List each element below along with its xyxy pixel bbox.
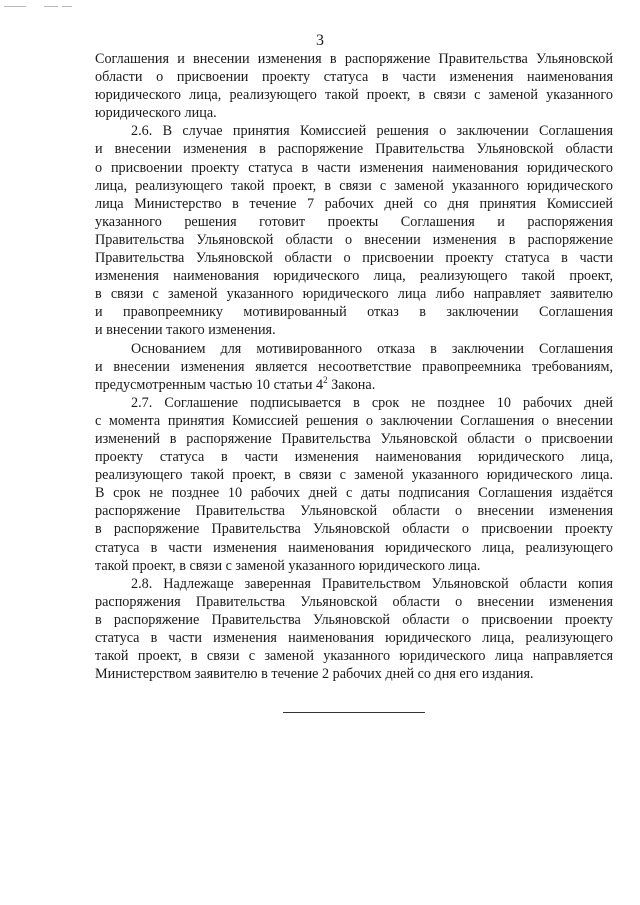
text-line <box>95 376 613 394</box>
text-line: распоряжение Правительства Ульяновской области о внесении изменения <box>95 503 613 520</box>
text-line: статуса в части изменения наименования юридического лица, реализующего <box>95 630 613 646</box>
text-line: изменений в распоряжение Правительства Ульяновской области о присвоении <box>95 430 613 447</box>
text-line: области о присвоении проекту статуса в части изменения наименования <box>95 69 613 86</box>
text-line: такой проект, в связи с заменой указанного юридического лица. <box>95 557 481 574</box>
text-line: Соглашения и внесении изменения в распоряжение Правительства Ульяновской <box>95 51 613 67</box>
text-line: и внесении изменения является несоответствие правопреемника требованиям, <box>95 358 613 375</box>
text-line: и внесении изменения в распоряжение Правительства Ульяновской области <box>95 141 613 158</box>
end-rule <box>283 712 425 713</box>
text-line: такой проект, в связи с заменой указанного юридического лица направляется <box>95 648 613 665</box>
paragraph-refusal-first-line: Основанием для мотивированного отказа в заключении Соглашения <box>131 340 613 357</box>
text-line: в распоряжение Правительства Ульяновской области о присвоении проекту <box>95 521 613 538</box>
text-line: о присвоении проекту статуса в части изменения наименования юридического <box>95 159 613 176</box>
paragraph-2-7-first-line: 2.7. Соглашение подписывается в срок не позднее 10 рабочих дней <box>131 394 613 411</box>
text-line: В срок не позднее 10 рабочих дней с даты подписания Соглашения издаётся <box>95 485 613 502</box>
scan-artifact <box>4 6 26 7</box>
text-line: указанного решения готовит проекты Соглашения и распоряжения <box>95 213 613 230</box>
text-line: реализующего такой проект, в связи с заменой указанного юридического лица. <box>95 467 613 484</box>
scan-artifact <box>44 6 58 7</box>
text-line: проекту статуса в части изменения наименования юридического лица, <box>95 449 613 466</box>
text-line: Министерством заявителю в течение 2 рабочих дней со дня его издания. <box>95 666 534 683</box>
text-line: с момента принятия Комиссией решения о заключении Соглашения о внесении <box>95 412 613 429</box>
law-reference-tail: Закона. <box>327 376 376 393</box>
text-line: статуса в части изменения наименования юридического лица, реализующего <box>95 539 613 556</box>
page-number: 3 <box>316 32 324 49</box>
text-line: юридического лица. <box>95 105 217 122</box>
text-line: распоряжения Правительства Ульяновской области о внесении изменения <box>95 593 613 610</box>
text-line: Правительства Ульяновской области о внесении изменения в распоряжение <box>95 231 613 248</box>
scan-artifact <box>62 6 72 7</box>
article-superscript: 2 <box>323 374 328 385</box>
text-line: и внесении такого изменения. <box>95 322 276 339</box>
paragraph-2-6-first-line: 2.6. В случае принятия Комиссией решения о заключении Соглашения <box>131 123 613 140</box>
text-line: в распоряжение Правительства Ульяновской области о присвоении проекту <box>95 611 613 628</box>
law-reference: предусмотренным частью 10 статьи 4 <box>95 376 324 393</box>
text-line: лица, реализующего такой проект, в связи с заменой указанного юридического <box>95 177 613 194</box>
paragraph-2-8-first-line: 2.8. Надлежаще заверенная Правительством Ульяновской области копия <box>131 575 613 592</box>
text-line: лица Министерство в течение 7 рабочих дней со дня принятия Комиссией <box>95 195 613 212</box>
text-line: Правительства Ульяновской области о присвоении проекту статуса в части <box>95 250 613 267</box>
text-line: изменения наименования юридического лица, реализующего такой проект, <box>95 268 613 285</box>
body-text <box>95 50 613 683</box>
text-line: юридического лица, реализующего такой проект, в связи с заменой указанного <box>95 87 613 104</box>
text-line: в связи с заменой указанного юридического лица либо направляет заявителю <box>95 286 613 303</box>
text-line: и правопреемнику мотивированный отказ в заключении Соглашения <box>95 304 613 321</box>
